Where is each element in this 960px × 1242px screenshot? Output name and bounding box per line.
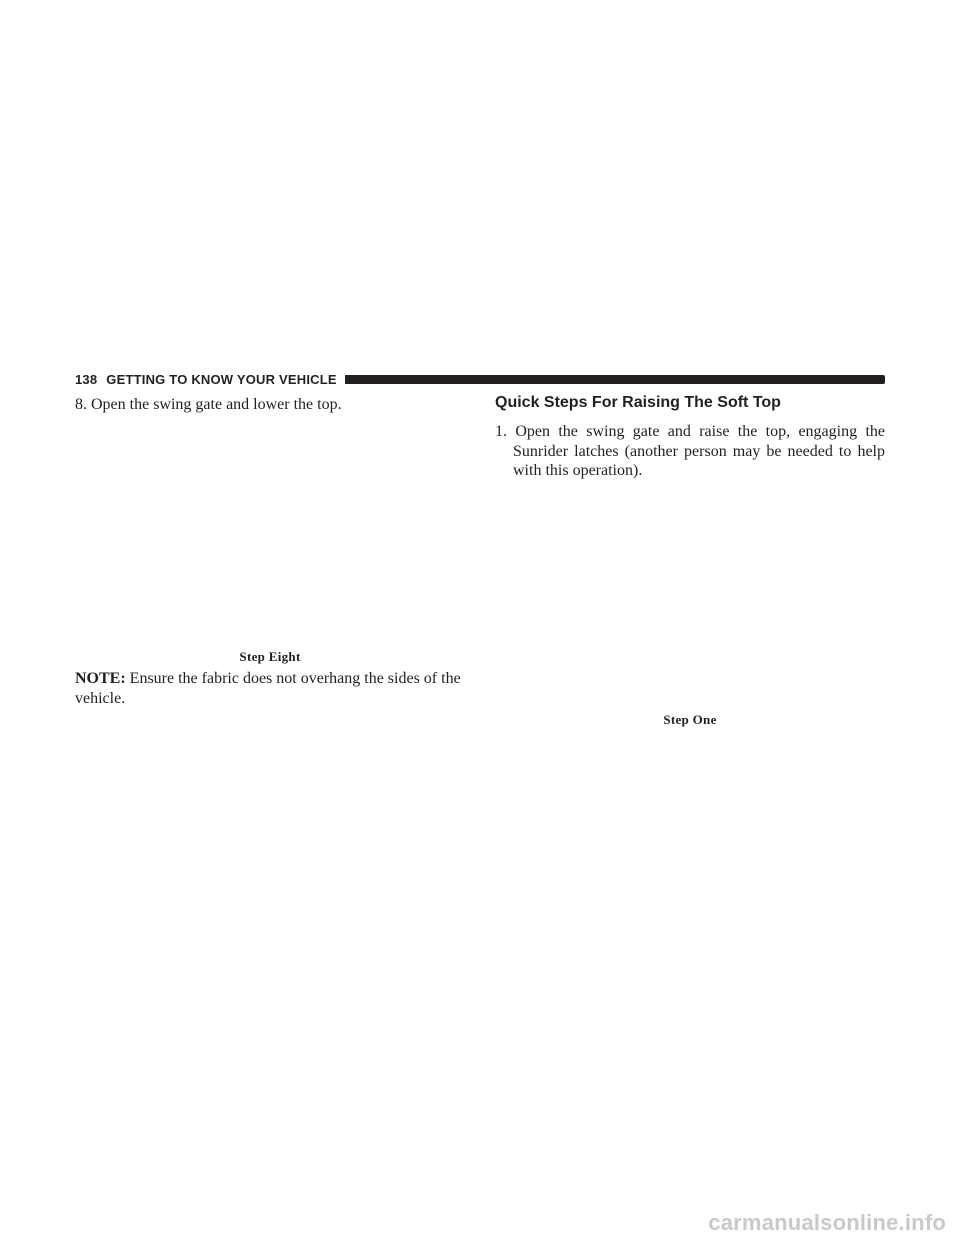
section-heading: Quick Steps For Raising The Soft Top (495, 394, 781, 411)
step-eight-caption: Step Eight (239, 648, 301, 664)
step-one-caption: Step One (663, 711, 717, 727)
watermark: carmanualsonline.info (708, 1210, 946, 1235)
right-column (495, 393, 885, 729)
step-one-figure (495, 481, 885, 710)
note (75, 669, 465, 708)
section-title: GETTING TO KNOW YOUR VEHICLE (106, 371, 337, 387)
note-text: Ensure the fabric does not overhang the sides of the vehicle. (75, 670, 461, 707)
header-rule (345, 375, 885, 384)
step-eight-text: 8. Open the swing gate and lower the top. (75, 396, 342, 413)
step-one-text: 1. Open the swing gate and raise the top, engaging the Sunrider latches (another person may be needed to help with this operation). (495, 423, 885, 479)
note-label: NOTE: (75, 670, 126, 687)
page-number: 138 (75, 371, 98, 387)
page-header (75, 369, 885, 389)
left-column (75, 395, 465, 708)
step-eight-figure (75, 415, 465, 647)
